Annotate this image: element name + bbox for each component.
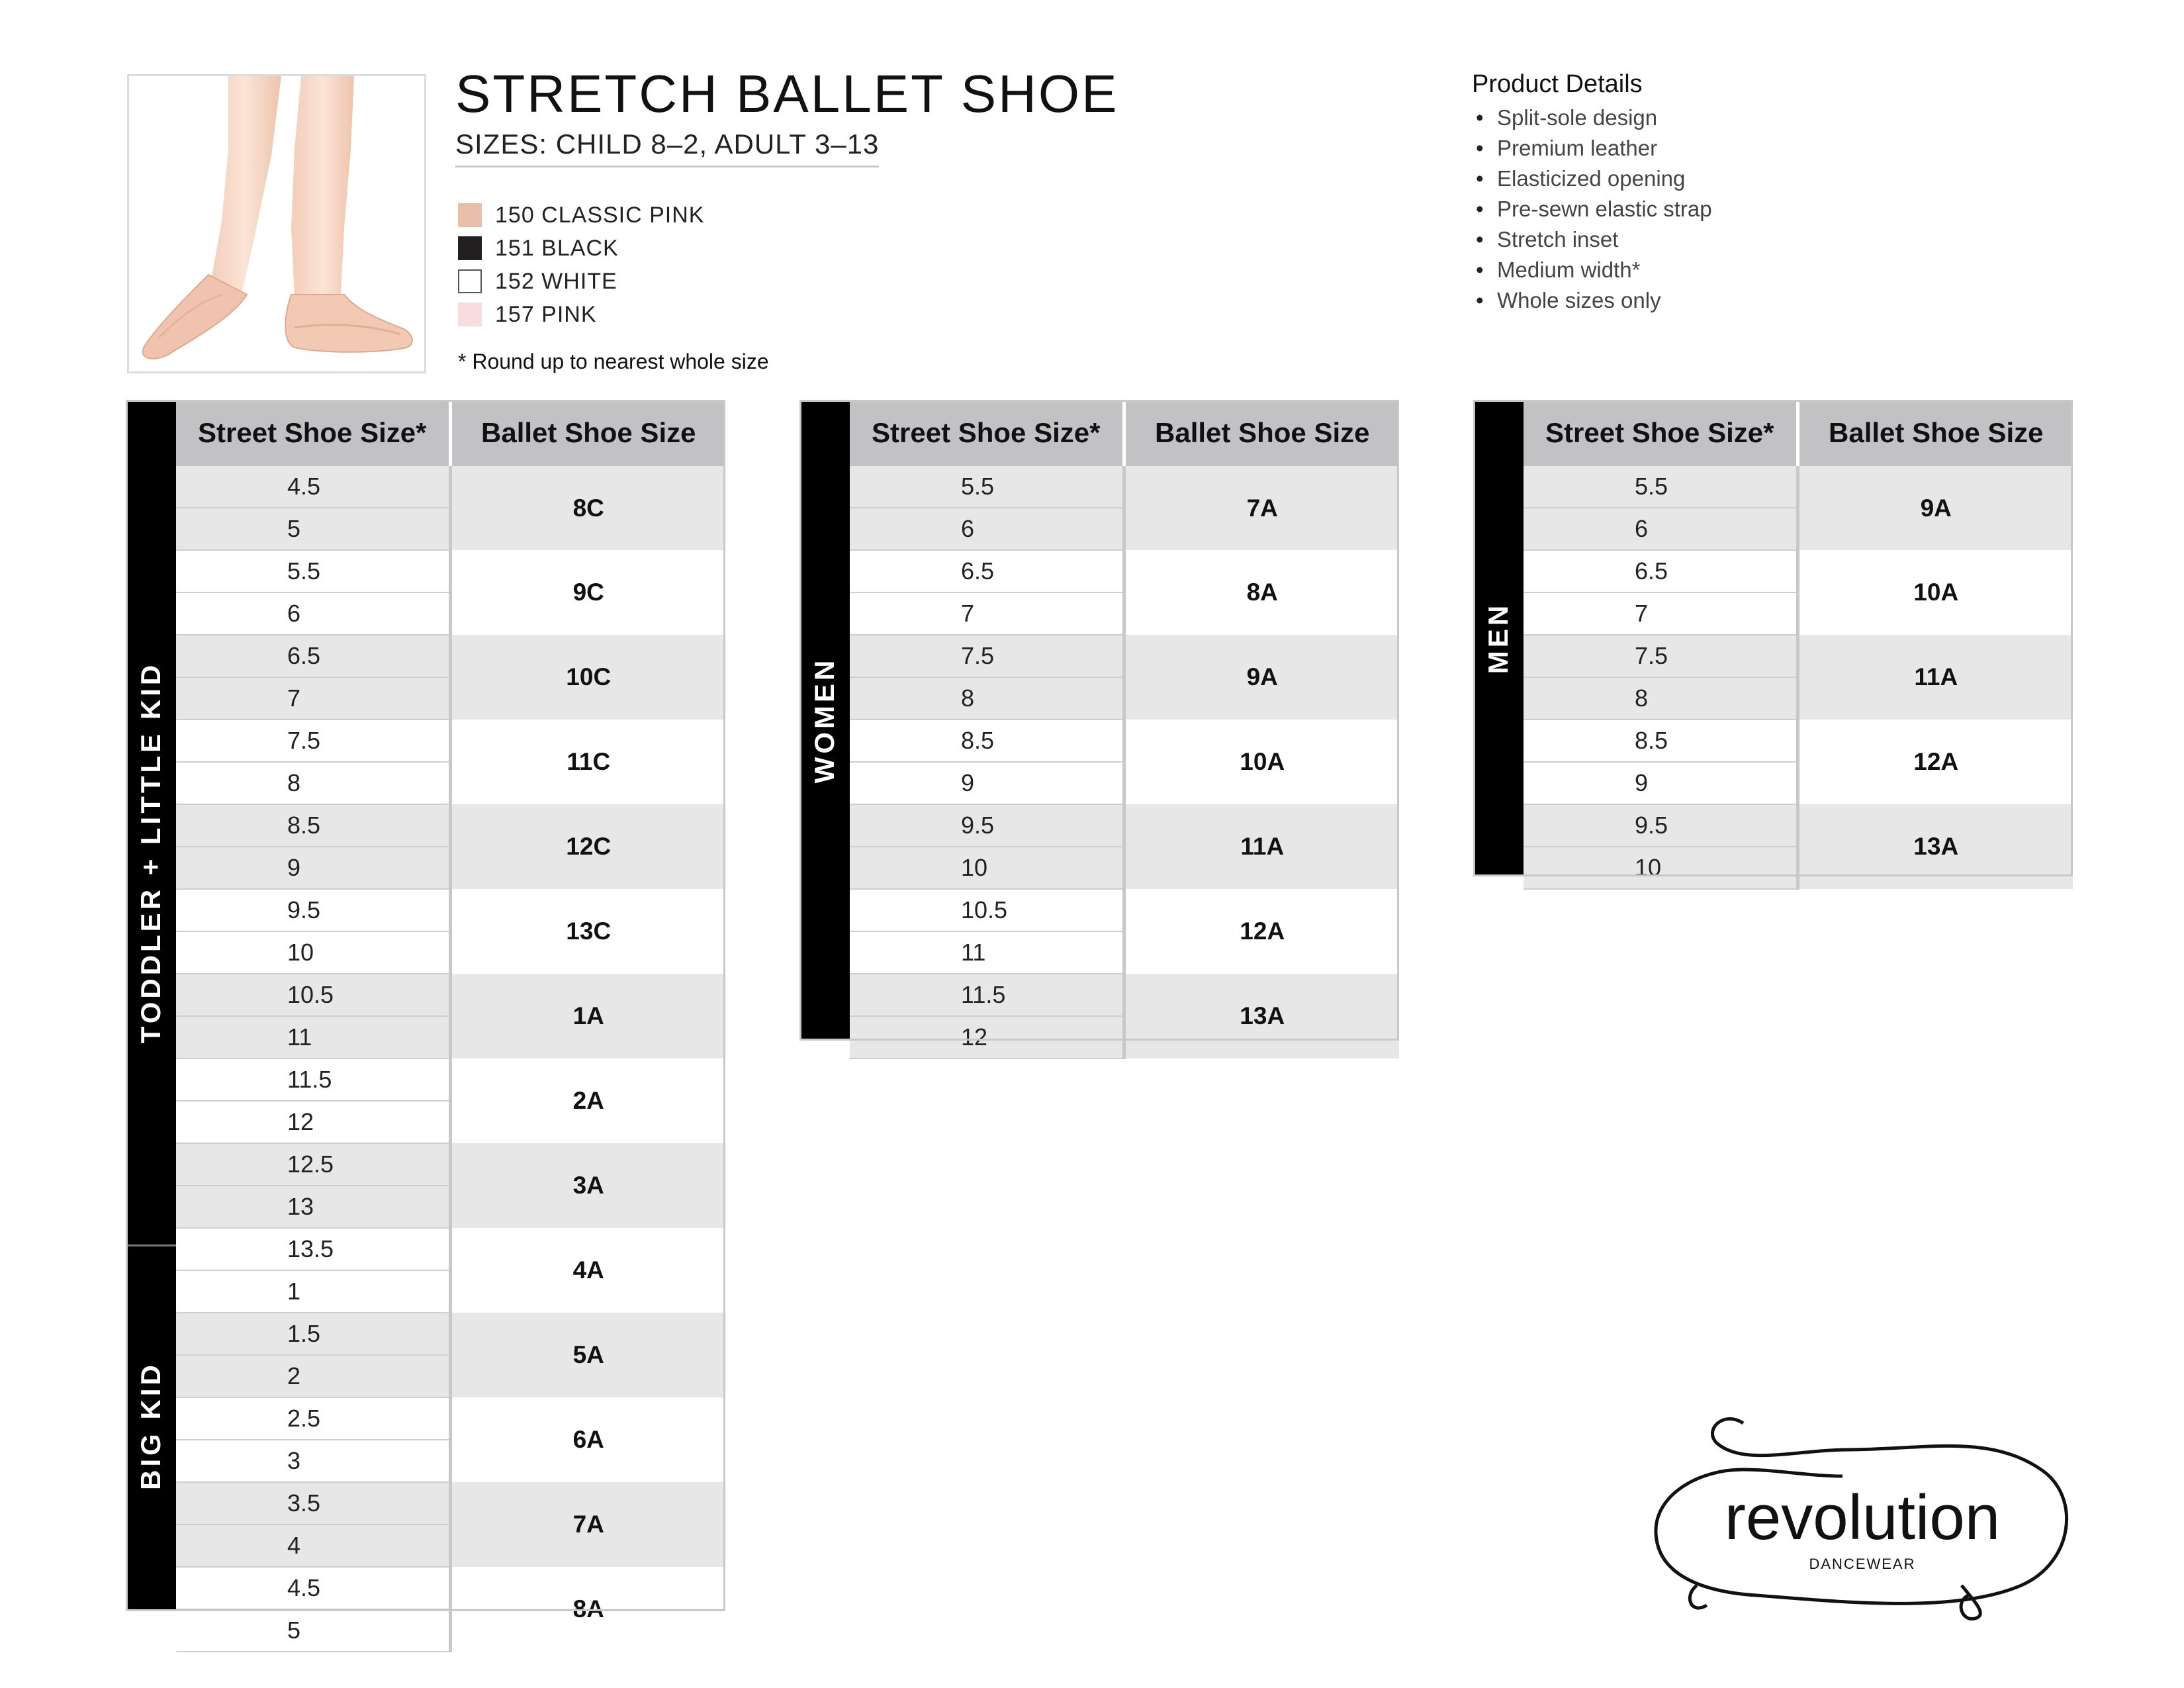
ballet-size-cell: 13A: [1797, 804, 2073, 889]
street-size-cell: 5.5: [850, 466, 1124, 508]
street-size-header: Street Shoe Size*: [176, 400, 450, 466]
street-size-cell: 5: [176, 508, 450, 550]
ballet-size-cell: 9A: [1797, 466, 2073, 550]
street-size-header: Street Shoe Size*: [1524, 400, 1797, 466]
ballet-size-cell: 12A: [1797, 720, 2073, 804]
ballet-size-cell: 10A: [1797, 550, 2073, 635]
ballet-size-cell: 8C: [450, 466, 725, 550]
group-label-toddler: TODDLER + LITTLE KID: [135, 661, 166, 1044]
street-size-cell: 1.5: [176, 1313, 450, 1355]
ballet-size-cell: 8A: [1124, 550, 1399, 635]
table-row: [176, 1482, 725, 1524]
color-label: 152 WHITE: [495, 268, 617, 294]
table-row: [1524, 635, 2073, 677]
detail-item: • Elasticized opening: [1472, 164, 1712, 194]
table-row: [850, 804, 1399, 847]
kids-group-bar: [126, 400, 176, 1611]
table-row: [1524, 804, 2073, 847]
ballet-size-cell: 2A: [450, 1058, 725, 1143]
group-label-women: WOMEN: [809, 657, 840, 784]
street-size-cell: 7.5: [1524, 635, 1797, 677]
street-size-cell: 9.5: [1524, 804, 1797, 847]
street-size-header: Street Shoe Size*: [850, 400, 1124, 466]
women-size-table: [850, 400, 1399, 1059]
color-list: [458, 199, 704, 331]
street-size-cell: 3: [176, 1440, 450, 1482]
street-size-cell: 8: [850, 677, 1124, 720]
table-row: [850, 466, 1399, 508]
street-size-cell: 6: [176, 592, 450, 635]
size-range: SIZES: CHILD 8–2, ADULT 3–13: [455, 128, 879, 167]
street-size-cell: 8: [176, 762, 450, 804]
table-row: [850, 889, 1399, 931]
women-group-bar: [799, 400, 850, 1041]
street-size-cell: 4.5: [176, 466, 450, 508]
ballet-size-cell: 10A: [1124, 720, 1399, 804]
street-size-cell: 11: [176, 1016, 450, 1058]
color-swatch: [458, 269, 482, 293]
color-swatch: [458, 203, 482, 227]
color-label: 151 BLACK: [495, 235, 619, 261]
street-size-cell: 13: [176, 1186, 450, 1228]
bullet-icon: •: [1476, 288, 1484, 312]
ballet-size-cell: 11C: [450, 720, 725, 804]
table-row: [176, 1567, 725, 1609]
street-size-cell: 7: [176, 677, 450, 720]
table-row: [176, 466, 725, 508]
street-size-cell: 12: [850, 1016, 1124, 1058]
group-label-big-kid: BIG KID: [135, 1362, 166, 1490]
table-row: [850, 635, 1399, 677]
ballet-size-cell: 3A: [450, 1143, 725, 1228]
street-size-cell: 2: [176, 1355, 450, 1397]
kids-size-table: [176, 400, 725, 1652]
detail-item: • Stretch inset: [1472, 224, 1712, 255]
product-details: [1472, 70, 1712, 316]
ballet-shoe-image: [129, 76, 424, 371]
street-size-cell: 12.5: [176, 1143, 450, 1186]
street-size-cell: 4.5: [176, 1567, 450, 1609]
table-body: [1524, 466, 2073, 889]
logo-wordmark: revolution: [1724, 1482, 2001, 1553]
street-size-cell: 9.5: [850, 804, 1124, 847]
street-size-cell: 6: [1524, 508, 1797, 550]
bullet-icon: •: [1476, 136, 1484, 160]
ballet-size-cell: 13A: [1124, 974, 1399, 1058]
product-title: STRETCH BALLET SHOE: [455, 64, 1119, 123]
street-size-cell: 4: [176, 1524, 450, 1567]
color-label: 150 CLASSIC PINK: [495, 202, 705, 228]
ballet-size-cell: 13C: [450, 889, 725, 974]
street-size-cell: 9: [850, 762, 1124, 804]
bullet-icon: •: [1476, 197, 1484, 221]
ballet-size-cell: 12C: [450, 804, 725, 889]
ballet-size-cell: 7A: [450, 1482, 725, 1567]
table-body: [850, 466, 1399, 1058]
ballet-size-header: Ballet Shoe Size: [450, 400, 725, 466]
street-size-cell: 3.5: [176, 1482, 450, 1524]
men-group-bar: [1473, 400, 1524, 876]
street-size-cell: 13.5: [176, 1228, 450, 1270]
table-row: [1524, 720, 2073, 762]
table-row: [176, 804, 725, 847]
group-label-men: MEN: [1482, 602, 1514, 675]
ballet-size-cell: 9C: [450, 550, 725, 635]
brand-logo: [1644, 1403, 2081, 1622]
group-divider: [126, 1244, 176, 1246]
street-size-cell: 5: [176, 1609, 450, 1652]
product-details-list: [1472, 103, 1712, 316]
street-size-cell: 8: [1524, 677, 1797, 720]
street-size-cell: 6.5: [1524, 550, 1797, 592]
street-size-cell: 12: [176, 1101, 450, 1143]
ballet-size-cell: 9A: [1124, 635, 1399, 720]
color-label: 157 PINK: [495, 301, 597, 327]
men-size-table: [1524, 400, 2073, 890]
color-item: [458, 232, 704, 265]
street-size-cell: 9.5: [176, 889, 450, 931]
table-row: [850, 550, 1399, 592]
bullet-icon: •: [1476, 227, 1484, 252]
street-size-cell: 10: [1524, 847, 1797, 889]
ballet-size-cell: 7A: [1124, 466, 1399, 550]
color-item: [458, 298, 704, 331]
street-size-cell: 7.5: [176, 720, 450, 762]
street-size-cell: 5.5: [1524, 466, 1797, 508]
ballet-size-cell: 5A: [450, 1313, 725, 1397]
ballet-size-cell: 11A: [1124, 804, 1399, 889]
sizing-note: * Round up to nearest whole size: [458, 350, 769, 373]
street-size-cell: 11: [850, 931, 1124, 974]
street-size-cell: 10: [850, 847, 1124, 889]
logo-subtitle: DANCEWEAR: [1809, 1556, 1916, 1572]
street-size-cell: 8.5: [1524, 720, 1797, 762]
table-body: [176, 466, 725, 1652]
product-photo: [127, 74, 426, 373]
street-size-cell: 6.5: [176, 635, 450, 677]
table-row: [176, 1228, 725, 1270]
color-swatch: [458, 236, 482, 260]
street-size-cell: 6.5: [850, 550, 1124, 592]
street-size-cell: 9: [1524, 762, 1797, 804]
ballet-size-header: Ballet Shoe Size: [1797, 400, 2073, 466]
product-details-title: Product Details: [1472, 70, 1643, 98]
table-row: [1524, 466, 2073, 508]
detail-item: • Split-sole design: [1472, 103, 1712, 133]
table-row: [176, 720, 725, 762]
table-row: [176, 1397, 725, 1440]
color-swatch: [458, 303, 482, 326]
street-size-cell: 7: [1524, 592, 1797, 635]
ballet-size-cell: 12A: [1124, 889, 1399, 974]
detail-item: • Whole sizes only: [1472, 285, 1712, 316]
table-row: [176, 889, 725, 931]
street-size-cell: 10: [176, 931, 450, 974]
street-size-cell: 7.5: [850, 635, 1124, 677]
street-size-cell: 8.5: [176, 804, 450, 847]
table-row: [176, 1313, 725, 1355]
street-size-cell: 10.5: [176, 974, 450, 1016]
table-row: [176, 974, 725, 1016]
street-size-cell: 8.5: [850, 720, 1124, 762]
detail-item: • Premium leather: [1472, 133, 1712, 164]
street-size-cell: 11.5: [850, 974, 1124, 1016]
street-size-cell: 1: [176, 1270, 450, 1313]
color-item: [458, 199, 704, 232]
street-size-cell: 7: [850, 592, 1124, 635]
table-row: [176, 1058, 725, 1101]
ballet-size-cell: 8A: [450, 1567, 725, 1652]
table-row: [176, 1143, 725, 1186]
bullet-icon: •: [1476, 105, 1484, 130]
ballet-size-cell: 4A: [450, 1228, 725, 1313]
table-row: [1524, 550, 2073, 592]
ballet-size-cell: 10C: [450, 635, 725, 720]
street-size-cell: 5.5: [176, 550, 450, 592]
detail-item: • Pre-sewn elastic strap: [1472, 194, 1712, 224]
ballet-size-cell: 6A: [450, 1397, 725, 1482]
street-size-cell: 2.5: [176, 1397, 450, 1440]
table-row: [850, 974, 1399, 1016]
color-item: [458, 265, 704, 298]
table-row: [850, 720, 1399, 762]
street-size-cell: 9: [176, 847, 450, 889]
bullet-icon: •: [1476, 166, 1484, 191]
table-row: [176, 635, 725, 677]
street-size-cell: 10.5: [850, 889, 1124, 931]
ballet-size-cell: 11A: [1797, 635, 2073, 720]
ballet-size-cell: 1A: [450, 974, 725, 1058]
table-row: [176, 550, 725, 592]
bullet-icon: •: [1476, 258, 1484, 282]
street-size-cell: 6: [850, 508, 1124, 550]
street-size-cell: 11.5: [176, 1058, 450, 1101]
detail-item: • Medium width*: [1472, 255, 1712, 285]
ballet-size-header: Ballet Shoe Size: [1124, 400, 1399, 466]
